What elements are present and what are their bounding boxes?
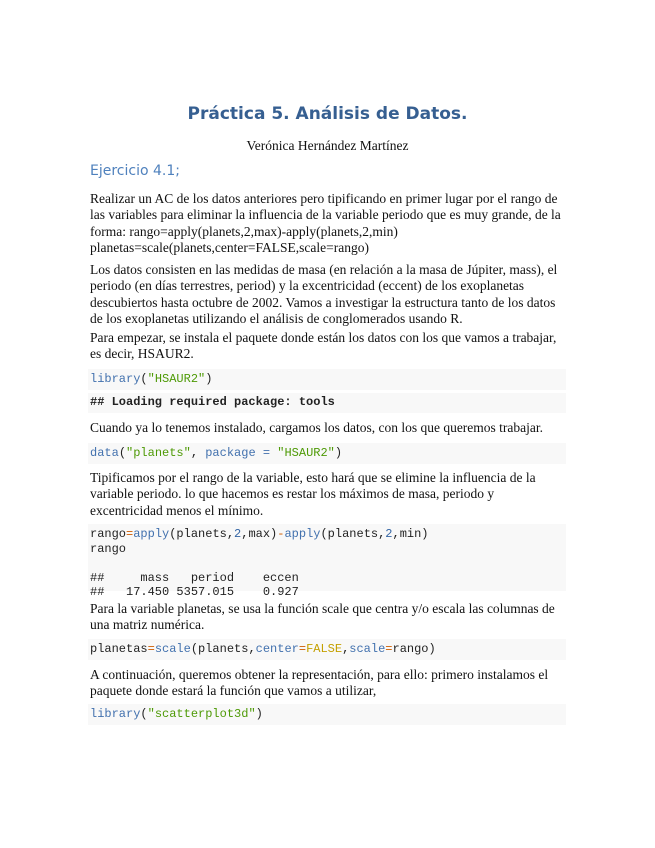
- paragraph: Para empezar, se instala el paquete donde están los datos con los que vamos a trabajar, es decir, HSAUR2.: [90, 330, 557, 362]
- page-title: Práctica 5. Análisis de Datos.: [187, 104, 468, 124]
- code-block: [88, 369, 566, 390]
- code-token: "planets": [126, 446, 191, 460]
- code-token: rango: [90, 527, 127, 541]
- code-token: (: [140, 707, 148, 721]
- code-token: ,min): [392, 527, 429, 541]
- output-line: ## mass period eccen: [90, 570, 299, 585]
- code-token: apply: [284, 527, 321, 541]
- code-block: [88, 524, 566, 599]
- code-token: center: [255, 642, 299, 656]
- code-token: ): [255, 707, 263, 721]
- code-block: [88, 704, 566, 725]
- code-token: ): [205, 372, 213, 386]
- code-token: data: [90, 446, 119, 460]
- code-token: =: [298, 642, 307, 656]
- code-token: 2: [234, 527, 242, 541]
- code-token: "HSAUR2": [277, 446, 335, 460]
- code-token: library: [90, 707, 141, 721]
- code-token: scale: [154, 642, 191, 656]
- code-token: "scatterplot3d": [147, 707, 256, 721]
- code-token: library: [90, 372, 141, 386]
- paragraph: Los datos consisten en las medidas de masa (en relación a la masa de Júpiter, mass), el periodo (en días terrestres, period) y la excentricidad (eccent) de los exoplanetas descubiertos hasta octubre de 2002. Vamos a investigar la estructura tanto de los datos de los exoplanetas utilizando el análisis de conglomerados usando R.: [90, 262, 558, 326]
- paragraph: Realizar un AC de los datos anteriores pero tipificando en primer lugar por el rango de las variables para eliminar la influencia de la variable periodo que es muy grande, de la forma: rango=apply(planets,2,max)-apply(planets,2,min) planetas=scale(planets,center=FALSE,scale=rango): [90, 191, 561, 255]
- section-heading: Ejercicio 4.1;: [90, 163, 180, 179]
- code-token: apply: [133, 527, 170, 541]
- code-block: [88, 443, 566, 464]
- code-token: (: [118, 446, 127, 460]
- paragraph: Cuando ya lo tenemos instalado, cargamos los datos, con los que queremos trabajar.: [90, 420, 544, 435]
- code-block: [88, 639, 566, 660]
- code-token: (: [140, 372, 148, 386]
- code-token: =: [385, 642, 393, 656]
- code-token: ,max): [241, 527, 278, 541]
- paragraph: Tipificamos por el rango de la variable, esto hará que se elimine la influencia de la variable periodo. lo que hacemos es restar los máximos de masa, periodo y excentricidad menos el mínimo.: [90, 470, 536, 518]
- code-token: planetas: [90, 642, 148, 656]
- code-token: scale: [349, 642, 386, 656]
- code-output: [88, 393, 566, 413]
- code-token: (planets,: [320, 527, 386, 541]
- paragraph: Para la variable planetas, se usa la función scale que centra y/o escala las columnas de una matriz numérica.: [90, 601, 555, 633]
- code-token: rango: [90, 541, 127, 556]
- code-token: (planets,: [169, 527, 235, 541]
- code-token: =: [147, 642, 155, 656]
- output-line: ## Loading required package: tools: [90, 395, 335, 409]
- code-token: FALSE: [306, 642, 343, 656]
- code-token: rango): [392, 642, 436, 656]
- code-token: 2: [385, 527, 393, 541]
- code-token: =: [126, 527, 134, 541]
- paragraph: A continuación, queremos obtener la representación, para ello: primero instalamos el paquete donde estará la función que vamos a utilizar,: [90, 667, 549, 699]
- code-token: ,: [190, 446, 206, 460]
- code-token: =: [255, 446, 278, 460]
- code-token: "HSAUR2": [147, 372, 206, 386]
- code-token: ): [334, 446, 343, 460]
- code-token: (planets,: [190, 642, 256, 656]
- code-token: package: [205, 446, 256, 460]
- author: Verónica Hernández Martínez: [246, 138, 409, 153]
- code-token: -: [277, 527, 285, 541]
- output-line: ## 17.450 5357.015 0.927: [90, 585, 299, 599]
- code-token: ,: [342, 642, 350, 656]
